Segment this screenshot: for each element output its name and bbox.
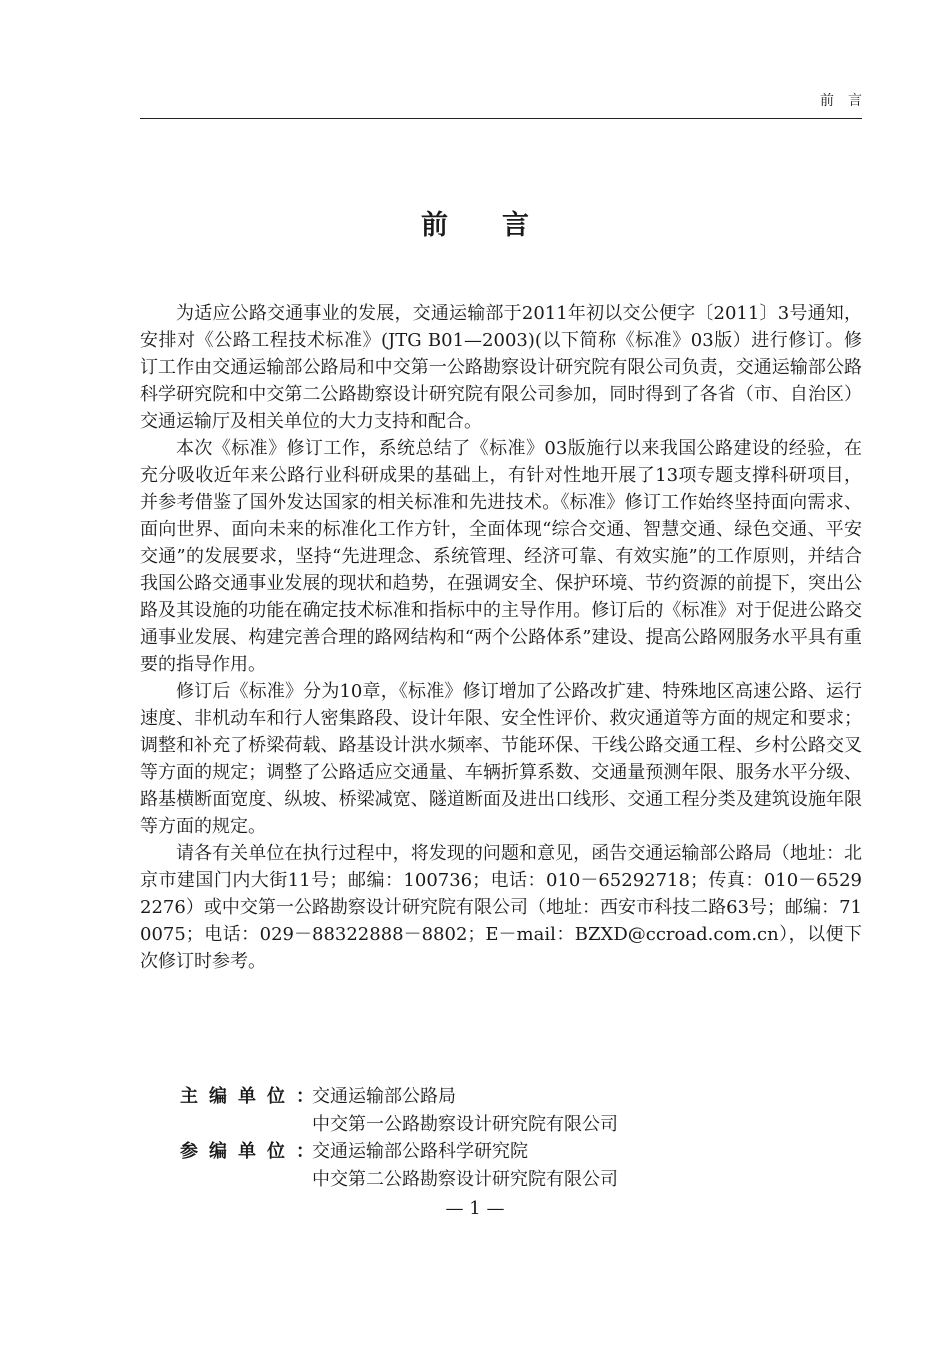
paragraph-2: 本次《标准》修订工作，系统总结了《标准》03版施行以来我国公路建设的经验，在充分吸收近年来公路行业科研成果的基础上，有针对性地开展了13项专题支撑科研项目，并参考借鉴了国外发达国家的相关标准和先进技术。《标准》修订工作始终坚持面向需求、面向世界、面向未来的标准化工作方针，全面体现“综合交通、智慧交通、绿色交通、平安交通”的发展要求，坚持“先进理念、系统管理、经济可靠、有效实施”的工作原则，并结合我国公路交通事业发展的现状和趋势，在强调安全、保护环境、节约资源的前提下，突出公路及其设施的功能在确定技术标准和指标中的主导作用。修订后的《标准》对于促进公路交通事业发展、构建完善合理的路网结构和“两个公路体系”建设、提高公路网服务水平具有重要的指导作用。 [140,438,862,675]
participating-compiler-row [180,1138,618,1166]
participating-compiler-label: 参编单位： [180,1141,325,1162]
page-title: 前言 [421,210,583,241]
running-header [140,92,876,119]
paragraph-4: 请各有关单位在执行过程中，将发现的问题和意见，函告交通运输部公路局（地址：北京市建国门内大街11号；邮编：100736；电话：010－65292718；传真：010－65292276）或中交第一公路勘察设计研究院有限公司（地址：西安市科技二路63号；邮编：710075；电话：029－88322888－8802；E－mail：BZXD@ccroad.com.cn），以便下次修订时参考。 [140,843,862,972]
page-number: — 1 — [445,1198,505,1219]
participating-compiler-row-2 [180,1166,618,1194]
chief-compiler-label: 主编单位： [180,1086,325,1107]
participating-compiler-unit-2: 中交第二公路勘察设计研究院有限公司 [312,1168,618,1190]
paragraph-1: 为适应公路交通事业的发展，交通运输部于2011年初以交公便字〔2011〕3号通知，安排对《公路工程技术标准》(JTG B01—2003)(以下简称《标准》03版）进行修订。修订工作由交通运输部公路局和中交第一公路勘察设计研究院有限公司负责，交通运输部公路科学研究院和中交第二公路勘察设计研究院有限公司参加，同时得到了各省（市、自治区）交通运输厅及相关单位的大力支持和配合。 [140,303,862,432]
compiler-list [180,1083,618,1193]
participating-compiler-unit-1: 交通运输部公路科学研究院 [312,1141,528,1162]
running-header-title: 前言 [820,93,876,109]
paragraph-3: 修订后《标准》分为10章，《标准》修订增加了公路改扩建、特殊地区高速公路、运行速度、非机动车和行人密集路段、设计年限、安全性评价、救灾通道等方面的规定和要求；调整和补充了桥梁荷载、路基设计洪水频率、节能环保、干线公路交通工程、乡村公路交叉等方面的规定；调整了公路适应交通量、车辆折算系数、交通量预测年限、服务水平分级、路基横断面宽度、纵坡、桥梁减宽、隧道断面及进出口线形、交通工程分类及建筑设施年限等方面的规定。 [140,681,862,837]
chief-compiler-row [180,1083,618,1111]
preface-body [140,300,862,975]
chief-compiler-unit-2: 中交第一公路勘察设计研究院有限公司 [312,1113,618,1135]
chief-compiler-unit-1: 交通运输部公路局 [312,1086,456,1107]
chief-compiler-row-2 [180,1111,618,1139]
